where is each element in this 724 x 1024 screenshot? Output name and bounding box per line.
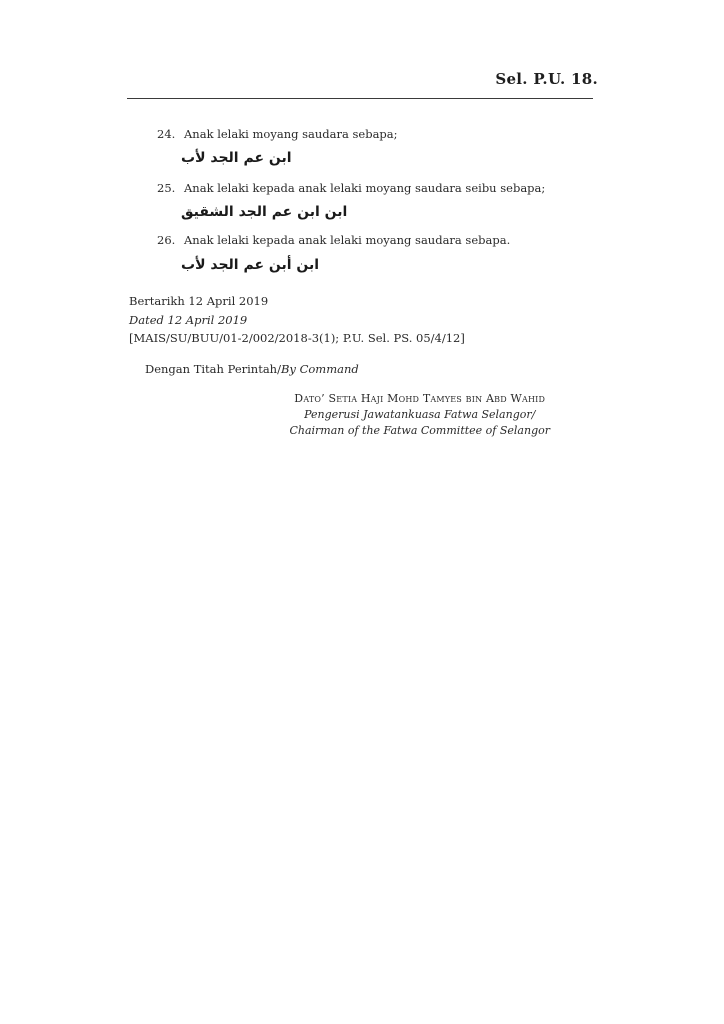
page-reference: Sel. P.U. 18. xyxy=(495,70,598,88)
signatory-name: Dato’ Setia Haji Mohd Tamyes bin Abd Wahid xyxy=(294,392,546,405)
command-english: By Command xyxy=(280,362,359,376)
reference-number: [MAIS/SU/BUU/01-2/002/2018-3(1); P.U. Sel. PS. 05/4/12] xyxy=(129,331,465,345)
date-malay: Bertarikh 12 April 2019 xyxy=(129,294,269,308)
signatory-title-malay: Pengerusi Jawatankuasa Fatwa Selangor/ xyxy=(304,408,536,421)
signature-block xyxy=(289,392,550,437)
arabic-text-26: ابن أبن عم الجد لأب xyxy=(181,257,320,273)
list-item-24 xyxy=(157,127,398,141)
item-number: 25. xyxy=(157,181,176,195)
item-number: 26. xyxy=(157,233,176,247)
item-text: Anak lelaki kepada anak lelaki moyang saudara sebapa. xyxy=(184,233,511,247)
command-line xyxy=(145,362,359,376)
item-text: Anak lelaki kepada anak lelaki moyang saudara seibu sebapa; xyxy=(184,181,546,195)
header-rule xyxy=(127,98,593,99)
item-text: Anak lelaki moyang saudara sebapa; xyxy=(184,127,398,141)
signatory-title-english: Chairman of the Fatwa Committee of Selangor xyxy=(289,424,550,437)
arabic-text-25: ابن ابن عم الجد الشقيق xyxy=(181,204,348,220)
date-english: Dated 12 April 2019 xyxy=(129,313,248,327)
arabic-text-24: ابن عم الجد لأب xyxy=(181,150,292,166)
list-item-25 xyxy=(157,181,545,195)
command-malay: Dengan Titah Perintah/ xyxy=(145,362,281,376)
item-number: 24. xyxy=(157,127,176,141)
list-item-26 xyxy=(157,233,510,247)
